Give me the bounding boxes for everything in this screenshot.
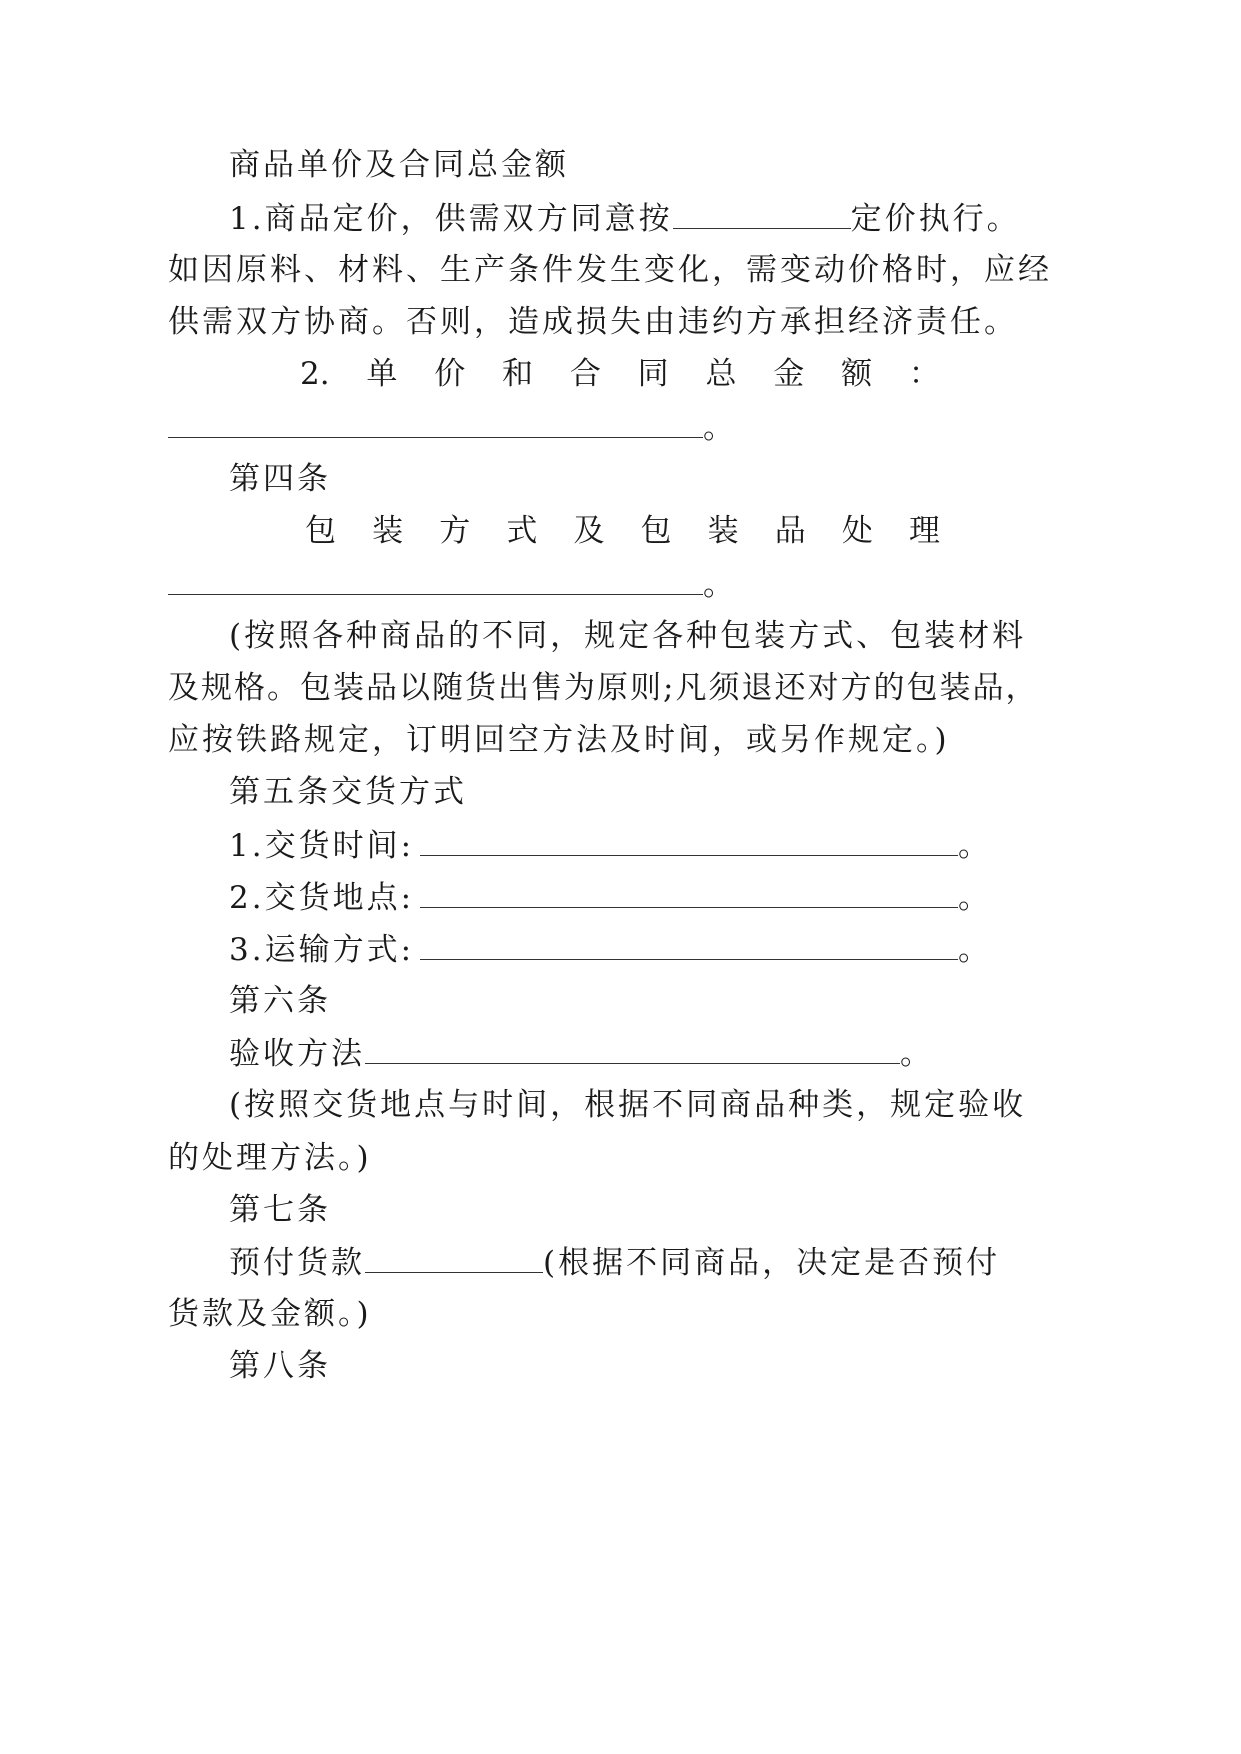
article-heading: 第五条交货方式 [229, 774, 467, 810]
paragraph-line: (按照各种商品的不同，规定各种包装方式、包装材料 [229, 618, 1027, 654]
fill-blank-total-amount[interactable] [168, 407, 703, 438]
fill-line-delivery-place: 2.交货地点: 。 [229, 877, 992, 917]
fill-line-packaging: 。 [168, 564, 737, 604]
fill-blank-delivery-time[interactable] [420, 825, 958, 856]
article-heading: 第八条 [229, 1348, 331, 1384]
spread-heading-unit-price: 2. 单 价 和 合 同 总 金 额 ： [300, 356, 940, 392]
paragraph-line: 的处理方法。) [168, 1140, 372, 1176]
article-heading: 第七条 [229, 1192, 331, 1228]
paragraph-line: (按照交货地点与时间，根据不同商品种类，规定验收 [229, 1087, 1027, 1123]
paragraph-line: 货款及金额。) [168, 1296, 372, 1332]
article-heading: 第四条 [229, 461, 331, 497]
paragraph-line: 应按铁路规定，订明回空方法及时间，或另作规定。) [168, 722, 950, 758]
fill-line-total-amount: 。 [168, 407, 737, 447]
fill-blank-acceptance-method[interactable] [365, 1033, 900, 1064]
heading-unit-price-total: 商品单价及合同总金额 [229, 147, 569, 183]
fill-line-delivery-time: 1.交货时间: 。 [229, 825, 992, 865]
fill-blank-pricing[interactable] [673, 198, 851, 229]
fill-line-prepayment: 预付货款 (根据不同商品，决定是否预付 [229, 1242, 1000, 1282]
article-heading: 第六条 [229, 983, 331, 1019]
paragraph-pricing-line: 1.商品定价，供需双方同意按 定价执行。 [229, 198, 1021, 238]
fill-blank-delivery-place[interactable] [420, 877, 958, 908]
paragraph-line: 供需双方协商。否则，造成损失由违约方承担经济责任。 [168, 304, 1018, 340]
fill-blank-prepayment[interactable] [365, 1242, 543, 1273]
paragraph-line: 及规格。包装品以随货出售为原则;凡须退还对方的包装品， [168, 670, 1039, 706]
spread-heading-packaging: 包 装 方 式 及 包 装 品 处 理 [305, 513, 940, 549]
fill-line-transport-method: 3.运输方式: 。 [229, 929, 992, 969]
fill-blank-packaging[interactable] [168, 564, 703, 595]
fill-line-acceptance-method: 验收方法 。 [229, 1033, 934, 1073]
paragraph-line: 如因原料、材料、生产条件发生变化，需变动价格时，应经 [168, 252, 1052, 288]
fill-blank-transport-method[interactable] [420, 929, 958, 960]
